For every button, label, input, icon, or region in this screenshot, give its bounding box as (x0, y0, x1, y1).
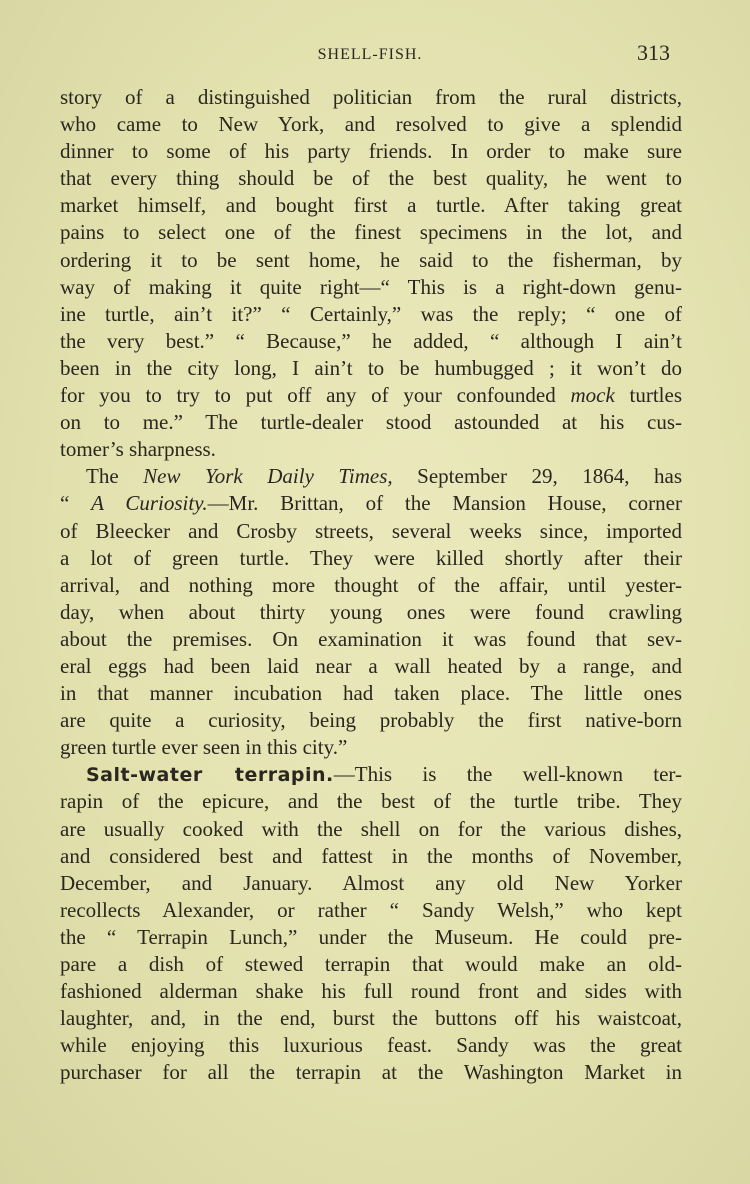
text-line: ine turtle, ain’t it?” “ Certainly,” was the reply; “ one of (60, 301, 682, 326)
page-number: 313 (637, 40, 670, 65)
paragraph-daily-times (60, 463, 682, 761)
text-line: fashioned alderman shake his full round front and sides with (60, 979, 682, 1004)
text-line: the “ Terrapin Lunch,” under the Museum. He could pre- (60, 924, 682, 949)
text-line: day, when about thirty young ones were found crawling (60, 599, 682, 624)
text-line: in that manner incubation had taken place. The little ones (60, 681, 682, 706)
text-line: are usually cooked with the shell on for the various dishes, (60, 816, 682, 841)
text-line: green turtle ever seen in this city.” (60, 735, 348, 760)
text-line: pare a dish of stewed terrapin that would make an old- (60, 952, 682, 976)
text-line: eral eggs had been laid near a wall heated by a range, and (60, 653, 682, 678)
text-segment: —This is the well-known ter- (333, 762, 682, 787)
paragraph-salt-water-terrapin (60, 761, 682, 1086)
text-line (60, 463, 682, 490)
text-line: who came to New York, and resolved to give a splendid (60, 112, 682, 137)
text-line: tomer’s sharpness. (60, 437, 216, 462)
text-segment: “ (60, 491, 92, 516)
text-line: that every thing should be of the best quality, he went to (60, 166, 682, 191)
text-segment: September 29, 1864, has (392, 464, 682, 489)
text-line: while enjoying this luxurious feast. Sandy was the great (60, 1033, 682, 1058)
text-line (60, 761, 682, 788)
text-line: market himself, and bought first a turtle. After taking great (60, 193, 682, 218)
text-line: way of making it quite right—“ This is a right-down genu- (60, 274, 682, 299)
paragraph-turtle-story (60, 84, 682, 463)
text-line: on to me.” The turtle-dealer stood astounded at his cus- (60, 410, 682, 435)
text-line: ordering it to be sent home, he said to the fisherman, by (60, 247, 682, 272)
article-title: A Curiosity. (91, 491, 208, 516)
text-segment: turtles (614, 383, 682, 408)
text-line: of Bleecker and Crosby streets, several weeks since, imported (60, 518, 682, 543)
text-line: and considered best and fattest in the months of November, (60, 843, 682, 868)
text-line (60, 382, 682, 409)
text-segment: The (86, 464, 144, 489)
text-line: pains to select one of the finest specimens in the lot, and (60, 220, 682, 245)
text-line: recollects Alexander, or rather “ Sandy Welsh,” who kept (60, 897, 682, 922)
text-line: are quite a curiosity, being probably the first native-born (60, 708, 682, 733)
running-head-title: SHELL-FISH. (317, 46, 423, 63)
text-line (60, 490, 682, 517)
text-segment: for you to try to put off any of your confounded (60, 383, 571, 408)
text-line: arrival, and nothing more thought of the affair, until yester- (60, 572, 682, 597)
running-head (60, 40, 680, 70)
text-line: a lot of green turtle. They were killed shortly after their (60, 545, 682, 570)
text-line: dinner to some of his party friends. In order to make sure (60, 139, 682, 164)
text-line: about the premises. On examination it was found that sev- (60, 626, 682, 651)
italic-word-mock: mock (570, 383, 615, 408)
text-line: purchaser for all the terrapin at the Washington Market in (60, 1060, 682, 1085)
text-line: rapin of the epicure, and the best of the turtle tribe. They (60, 789, 682, 814)
text-line: been in the city long, I ain’t to be humbugged ; it won’t do (60, 355, 682, 380)
text-line: story of a distinguished politician from the rural districts, (60, 85, 682, 109)
text-line: the very best.” “ Because,” he added, “ although I ain’t (60, 328, 682, 353)
section-heading-salt-water-terrapin: Salt-water terrapin. (86, 764, 334, 787)
text-line: laughter, and, in the end, burst the buttons off his waistcoat, (60, 1006, 682, 1031)
body-text (60, 84, 682, 1086)
newspaper-title: New York Daily Times, (143, 464, 393, 489)
text-line: December, and January. Almost any old New Yorker (60, 870, 682, 895)
text-segment: —Mr. Brittan, of the Mansion House, corner (207, 491, 682, 516)
